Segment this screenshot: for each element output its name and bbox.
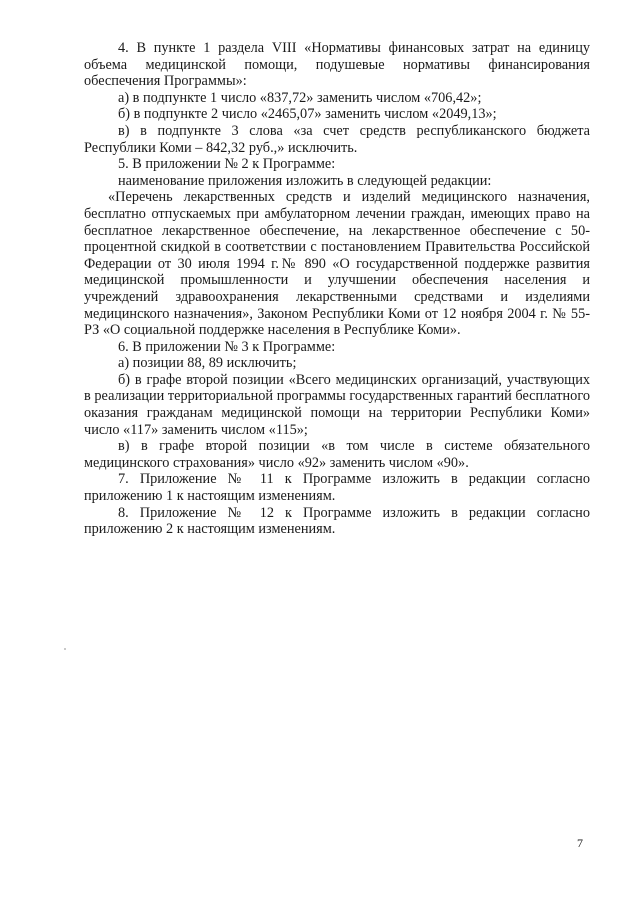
paragraph-subitem-4b: б) в подпункте 2 число «2465,07» заменить числом «2049,13»;	[118, 106, 497, 123]
paragraph-subitem-6a: а) позиции 88, 89 исключить;	[118, 355, 297, 372]
page-number: 7	[577, 836, 583, 850]
paragraph-subitem-4c: в) в подпункте 3 слова «за счет средств республиканского бюджета Республики Коми – 842,32 руб.,» исключить.	[84, 122, 590, 156]
paragraph-subitem-6b: б) в графе второй позиции «Всего медицинских организаций, участвующих в реализации территориальной программы государственных гарантий бесплатного оказания гражданам медицинской помощи на территории Республики Коми» число «117» заменить числом «115»;	[84, 371, 590, 438]
paragraph-item-4: 4. В пункте 1 раздела VIII «Нормативы финансовых затрат на единицу объема медицинской помощи, подушевые нормативы финансирования обеспечения Программы»:	[84, 40, 590, 90]
paragraph-item-5-intro: наименование приложения изложить в следующей редакции:	[118, 172, 492, 189]
paragraph-item-6: 6. В приложении № 3 к Программе:	[118, 338, 336, 355]
paragraph-subitem-4a: а) в подпункте 1 число «837,72» заменить числом «706,42»;	[118, 89, 482, 106]
paragraph-subitem-6c: в) в графе второй позиции «в том числе в системе обязательного медицинского страхования» число «92» заменить числом «90».	[84, 438, 590, 471]
paragraph-item-8: 8. Приложение № 12 к Программе изложить в редакции согласно приложению 2 к настоящим изменениям.	[84, 504, 590, 538]
paragraph-item-5: 5. В приложении № 2 к Программе:	[118, 156, 336, 173]
paragraph-item-7: 7. Приложение № 11 к Программе изложить в редакции согласно приложению 1 к настоящим изменениям.	[84, 471, 590, 505]
paragraph-item-5-quote: «Перечень лекарственных средств и изделий медицинского назначения, бесплатно отпускаемых при амбулаторном лечении граждан, имеющих право на бесплатное лекарственное обеспечение, на лекарственное обеспечение с 50-процентной скидкой в соответствии с постановлением Правительства Российской Федерации от 30 июля 1994 г.№ 890 «О государственной поддержке развития медицинской промышленности и улучшении обеспечения населения и учреждений здравоохранения лекарственными средствами и изделиями медицинского назначения», Законом Республики Коми от 12 ноября 2004 г. № 55-РЗ «О социальной поддержке населения в Республике Коми».	[84, 189, 590, 339]
document-body	[84, 40, 590, 538]
scan-speck	[64, 648, 66, 650]
